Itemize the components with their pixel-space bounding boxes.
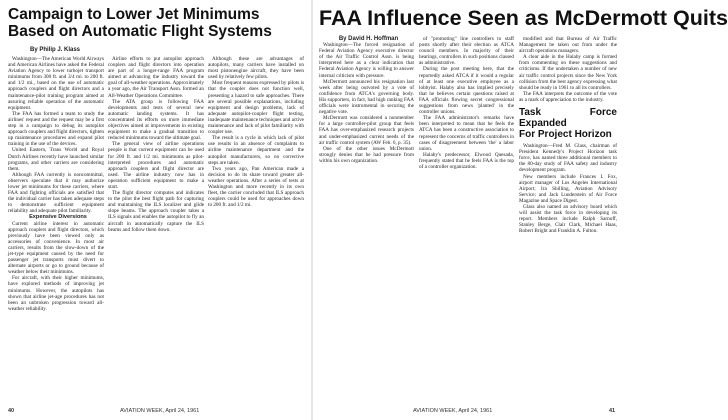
paragraph: Washington—The forced resignation of Federal Aviation Agency executive director of the Air Traffic Control Assn. is being interpreted here as a clear indication that Federal Aviation Agency is willing to answer internal criticism with pressure.: [319, 42, 414, 79]
paragraph: Glass also named an advisory board which will assist the task force in developing its report. Members include Ralph Sarnoff, Stanley Berge, Clair Clark, Michael Haas, Robert Bright and Franklin A. Fulton.: [519, 203, 617, 235]
paragraph: The FAA administrator's remarks have been interpreted to mean that he feels the ATCA has been a constructive association to represent the concerns of traffic controllers in cases of disagreement between 'the' a labor union.: [419, 115, 514, 152]
paragraph: Although these are advantages of autopilots, many carriers have installed on most pistonengine aircraft, they have been used by relatively few pilots.: [208, 56, 304, 81]
paragraph: Airline efforts to put autopilot approach couplers and flight directors into operation are part of a longer-range FAA program aimed at advancing the industry toward the goal of all-weather operations. Approximately a year ago, the Air Transport Assn. formed an All-Weather Operations Committee.: [108, 56, 204, 99]
left-footer-publication: AVIATION WEEK, April 24, 1961: [120, 408, 200, 414]
left-column-2: [108, 56, 204, 404]
paragraph: During the post meeting here, that the reportedly asked ATCA if it would a regular of at least one executive employee as a lobbyist. Halaby also has implied precisely that he believes certain questions raised at FAA officials flowing secret congressional suggestions from news 'planted' in the controller unions.: [419, 66, 514, 116]
left-headline-line2: Based on Automatic Flight Systems: [8, 23, 272, 40]
right-column-3: [519, 36, 617, 404]
left-page-number: 40: [8, 408, 15, 414]
right-page: [313, 0, 728, 420]
paragraph: Two years ago, Pan American made a decision to do its share toward greater all-weather operations. After a series of tests at Washington and more recently in its own fleet, the carrier concluded that ILS approach couplers could be used for approaches down to 200 ft. and 1/2 mi.: [208, 165, 304, 209]
paragraph: New members include Frances I. Fox, airport manager of Los Angeles International Airport; Ira Shilling, Aviation Advisory Service; and Jack Lunderstein of Air Force Magazine and Space Digest.: [519, 173, 617, 204]
left-column-1: [8, 56, 104, 404]
left-headline: [8, 6, 308, 40]
paragraph: Current airline interest in automatic approach couplers and flight directors, which previously have been viewed only as accessories of convenience. In most air carriers, results from the slow-down of the jet-type equipment caused by the need for passenger jet transports must divert to alternate airports or go to ground because of weather below their minimums.: [8, 220, 104, 276]
left-headline-line1: Campaign to Lower Jet Minimums: [8, 6, 260, 23]
paragraph: One of the other issues McDermott strongly denies that he had pressure from within his own organization.: [319, 145, 414, 164]
paragraph: The FAA has formed a team to study the airlines' request and the request may be a first step in a campaign to debug its autopilot approach couplers and flight directors, tighten up maintenance procedures and expand pilot training in the use of the devices.: [8, 110, 104, 148]
paragraph: Halaby's predecessor, Elwood Quesada, frequently stated that he feels FAA is the top of a controller organization.: [419, 151, 514, 170]
paragraph: The ATA group is following FAA developments and tests of several new automatic landing systems. It has concentrated its efforts on more immediate objectives aimed at improvements in existing equipment to make a gradual transition to reduced minimums toward the ultimate goal.: [108, 98, 204, 142]
paragraph: of "promoting" line controllers to staff posts shortly after their election as ATCA council members. In majority of their hearings, controllers in such positions classed as administrative.: [419, 36, 514, 67]
left-byline: By Philip J. Klass: [30, 47, 81, 53]
paragraph: modified and that Bureau of Air Traffic Management be taken out from under the aircraft operations managers.: [519, 36, 617, 55]
right-byline: By David H. Hoffman: [338, 36, 399, 42]
paragraph: The FAA interprets the outcome of the vote as a mark of appreciation to the industry.: [519, 90, 617, 103]
paragraph: Washington—Fred M. Glass, chairman of President Kennedy's Project Horizon task force, has named three additional members to the 80-day study of FAA safety and industry development program.: [519, 143, 617, 174]
sidebar-headline: [519, 107, 617, 140]
paragraph: The general view of airline operations people is that current equipment can be used for 200 ft. and 1/2 mi. minimums as pilot-interpreted procedures and automatic approach couplers and flight director are used. The airline industry now has in operation sufficient equipment to make a start.: [108, 141, 204, 190]
sidebar-headline-line1: Task Force Expanded: [519, 107, 617, 130]
paragraph: The flight director computes and indicates to the pilot the best flight path for capturing and maintaining the ILS localizer and glide slope beams. The approach coupler takes a ILS signals and enables the autopilot to fly an aircraft in automatically capture the ILS beams and follow them down.: [108, 190, 204, 233]
paragraph: Although FAA currently is noncommittal, observers speculate that it may authorize lower jet minimums for these carriers, where FAA and fighting officials are satisfied that the individual carrier has taken adequate steps to demonstrate sufficient equipment reliability and adequate pilot familiarity.: [8, 171, 104, 215]
paragraph: For aircraft, with their higher minimums, have explored methods of improving jet minimums. However, the autopilots has shown that airline jet-age procedures has not been an unbroken progression toward all-weather reliability.: [8, 275, 104, 312]
paragraph: The result is a cycle in which lack of pilot use results in an absence of complaints to airline maintenance department and the autopilot manufacturers, so no corrective steps are taken.: [208, 135, 304, 166]
paragraph: Washington—The American World Airways and American Airlines have asked the Federal Aviation Agency to lower turbojet transport minimums from 300 ft. and 3/4 mi. to 200 ft. and 1/2 mi., based on the use of automatic approach couplers and flight directors and a maintenance-pilot training program aimed at assuring reliable operation of the automatic equipment.: [8, 56, 104, 111]
right-headline: FAA Influence Seen as McDermott Quits: [319, 6, 728, 30]
right-column-2: [419, 36, 514, 404]
right-page-number: 41: [609, 408, 616, 414]
paragraph: Most frequent reasons expressed by pilots is that the coupler does not function well, presenting a hazard to safe approaches. There are several possible explanations, including equipment and design problems, lack of adequate autopilot-coupler flight testing, inadequate maintenance techniques and active maintenance and lack of pilot familiarity with coupler use.: [208, 80, 304, 136]
paragraph: McDermott announced his resignation last week after being outvoted by a vote of confidence from ATCA's governing body. His supporters, in fact, had high ranking FAA officials were instrumental in securing the negative vote.: [319, 78, 414, 116]
sidebar-headline-line2: For Project Horizon: [519, 129, 612, 141]
paragraph: A clear aide in the Halaby camp is formed from commenting on these suggestions and criticisms. If the undertaken a number of new air traffic control projects since the New York collision from the best agency expressing what should be ready in 1961 to all its controllers.: [519, 54, 617, 91]
paragraph: McDermott was considered a nonmember for a large controller-pilot group that feels FAA has over-emphasized research projects and under-emphasized current needs of the air traffic control system (AW Feb. 6, p. 35).: [319, 115, 414, 146]
right-column-1: [319, 36, 414, 404]
left-column-3: [208, 56, 304, 404]
left-page: [0, 0, 311, 420]
right-footer-publication: AVIATION WEEK, April 24, 1961: [413, 408, 493, 414]
section-subhead: Expensive Diversions: [29, 214, 87, 221]
paragraph: United Eastern, Trans World and Royal Dutch Airlines recently have launched similar programs, and other carriers are considering them.: [8, 147, 104, 172]
